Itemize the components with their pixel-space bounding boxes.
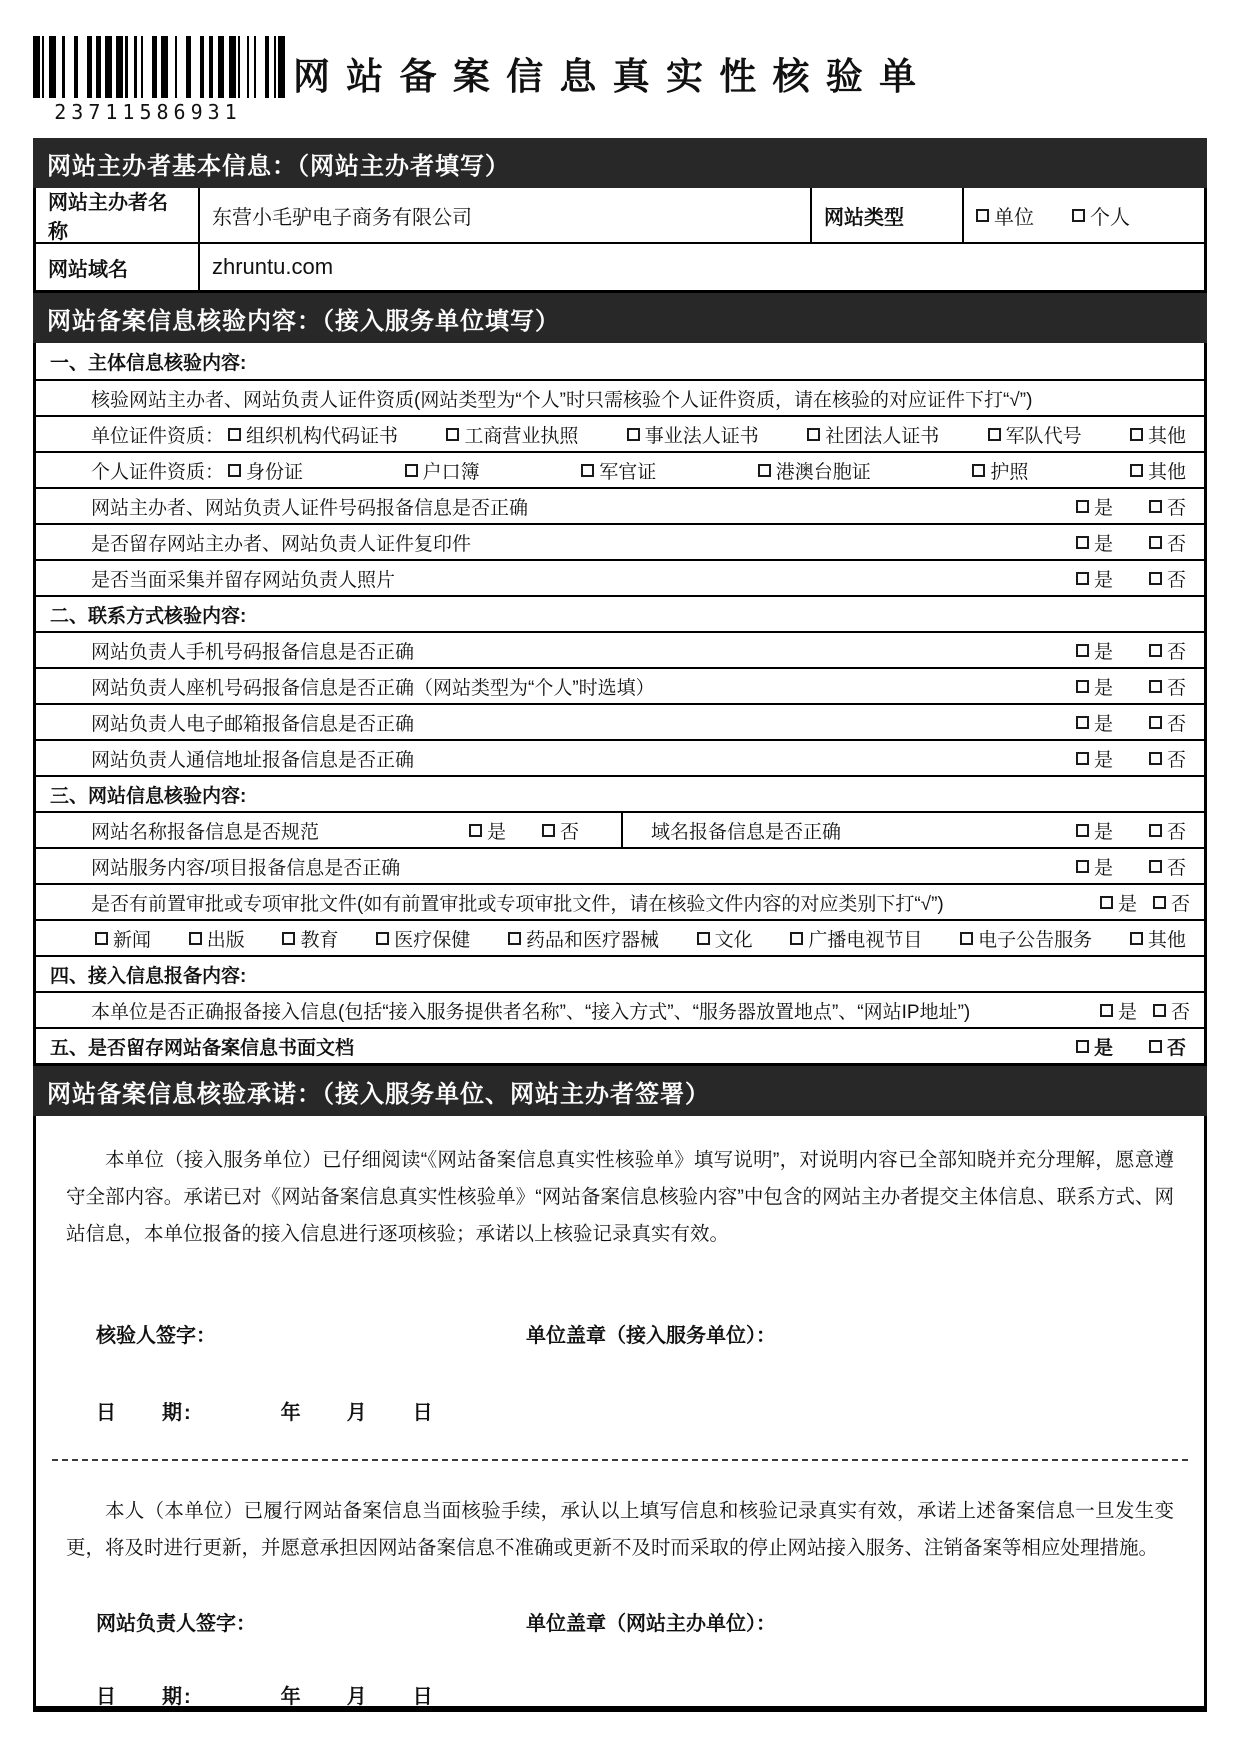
checkbox-户口簿[interactable] [405, 457, 480, 484]
checkbox-出版[interactable] [189, 925, 245, 952]
checkbox-label: 是 [1093, 1037, 1113, 1059]
checkbox-label: 是 [1117, 1001, 1137, 1023]
domain-value: zhruntu.com [198, 244, 1204, 290]
checkbox-label: 是 [1093, 677, 1113, 699]
checkbox-box-icon[interactable] [627, 428, 640, 441]
row-text: 核验网站主办者、网站负责人证件资质(网站类型为“个人”时只需核验个人证件资质，请在核验的对应证件下打“√”) [91, 389, 1033, 411]
table-row [36, 991, 1204, 1027]
checkbox-yes[interactable] [1076, 529, 1113, 556]
row-text: 网站负责人座机号码报备信息是否正确（网站类型为“个人”时选填） [91, 677, 655, 699]
checkbox-label: 否 [1166, 1037, 1186, 1059]
checkbox-label: 是 [1093, 749, 1113, 771]
signature-row-verifier [66, 1319, 1174, 1348]
table-row [36, 595, 1204, 631]
checkbox-no[interactable] [1149, 709, 1186, 736]
barcode-gap [65, 36, 74, 98]
organizer-name-label: 网站主办者名称 [48, 192, 168, 243]
checkbox-label: 是 [1117, 893, 1137, 915]
checkbox-label: 否 [1170, 893, 1190, 915]
section-bar-verification-content: 网站备案信息核验内容：（接入服务单位填写） [33, 293, 1207, 343]
table-row [36, 847, 1204, 883]
checkbox-yes[interactable] [1100, 889, 1137, 916]
checkbox-box-icon[interactable] [697, 932, 710, 945]
date-row-site-manager[interactable]: 日 期: 年 月 日 [96, 1686, 435, 1708]
table-row-organizer-name [36, 188, 1204, 242]
barcode-bar [161, 36, 168, 98]
checkbox-label: 医疗保健 [394, 929, 471, 951]
checkbox-label: 否 [1166, 533, 1186, 555]
barcode-bar [278, 36, 285, 98]
page-title: 网站备案信息真实性核验单 [293, 56, 933, 97]
table-row [36, 775, 1204, 811]
barcode-bar [33, 36, 40, 98]
checkbox-新闻[interactable] [95, 925, 151, 952]
yes-no-checkboxes [1100, 889, 1204, 916]
row-text: 网站名称报备信息是否规范 [91, 821, 320, 843]
row-text: 网站负责人手机号码报备信息是否正确 [91, 641, 415, 663]
checkbox-label: 社团法人证书 [825, 425, 940, 447]
checkbox-box-icon[interactable] [1076, 716, 1089, 729]
row-text: 网站负责人电子邮箱报备信息是否正确 [91, 713, 415, 735]
checkbox-box-icon[interactable] [1149, 500, 1162, 513]
checkbox-label: 否 [1170, 1001, 1190, 1023]
checkbox-no[interactable] [1153, 997, 1190, 1024]
checkbox-label: 是 [1093, 857, 1113, 879]
checkbox-no[interactable] [1149, 565, 1186, 592]
site-type-options [962, 188, 1204, 242]
section-bar-organizer-info: 网站主办者基本信息：（网站主办者填写） [33, 138, 1207, 188]
table-row [36, 415, 1204, 451]
checkbox-box-icon[interactable] [1076, 824, 1089, 837]
checkbox-label: 否 [1166, 641, 1186, 663]
checkbox-军队代号[interactable] [988, 421, 1082, 448]
checkbox-box-icon[interactable] [95, 932, 108, 945]
checkbox-label: 否 [1166, 821, 1186, 843]
row-text: 是否当面采集并留存网站负责人照片 [91, 569, 396, 591]
options-group [91, 925, 1204, 952]
checkbox-教育[interactable] [282, 925, 338, 952]
checkbox-label: 出版 [206, 929, 245, 951]
checkbox-药品和医疗器械[interactable] [508, 925, 659, 952]
checkbox-box-icon[interactable] [988, 428, 1001, 441]
checkbox-box-icon[interactable] [581, 464, 594, 477]
checkbox-box-icon[interactable] [1149, 536, 1162, 549]
checkbox-box-icon[interactable] [807, 428, 820, 441]
checkbox-yes[interactable] [1076, 745, 1113, 772]
checkbox-yes[interactable] [1100, 997, 1137, 1024]
promise-box [33, 1116, 1207, 1712]
checkbox-box-icon[interactable] [376, 932, 389, 945]
checkbox-label: 组织机构代码证书 [246, 425, 399, 447]
table-row [36, 559, 1204, 595]
checkbox-label: 护照 [990, 461, 1029, 483]
checkbox-广播电视节目[interactable] [790, 925, 922, 952]
checkbox-box-icon[interactable] [1130, 464, 1143, 477]
checkbox-box-icon[interactable] [228, 428, 241, 441]
checkbox-工商营业执照[interactable] [446, 421, 578, 448]
checkbox-yes[interactable] [1076, 1033, 1113, 1060]
table-row [36, 703, 1204, 739]
row-text: 三、网站信息核验内容: [50, 785, 247, 807]
table-row [36, 487, 1204, 523]
checkbox-box-icon[interactable] [508, 932, 521, 945]
checkbox-label: 是 [486, 821, 506, 843]
checkbox-yes[interactable] [1076, 817, 1113, 844]
checkbox-box-icon[interactable] [1149, 824, 1162, 837]
checkbox-label: 文化 [714, 929, 753, 951]
yes-no-checkboxes [1076, 673, 1204, 700]
barcode-gap [177, 36, 186, 98]
checkbox-box-icon[interactable] [1130, 932, 1143, 945]
split-cell-left [36, 813, 623, 847]
checkbox-no[interactable] [1149, 817, 1186, 844]
row-text: 网站服务内容/项目报备信息是否正确 [91, 857, 401, 879]
checkbox-box-icon[interactable] [1153, 1004, 1166, 1017]
checkbox-box-icon[interactable] [1149, 752, 1162, 765]
yes-no-checkboxes [1076, 565, 1204, 592]
checkbox-label: 电子公告服务 [978, 929, 1093, 951]
checkbox-label: 否 [1166, 713, 1186, 735]
checkbox-box-icon[interactable] [1149, 572, 1162, 585]
checkbox-label: 身份证 [246, 461, 304, 483]
table-row [36, 667, 1204, 703]
row-text: 二、联系方式核验内容: [50, 605, 247, 627]
checkbox-社团法人证书[interactable] [807, 421, 939, 448]
yes-no-checkboxes [1076, 1033, 1204, 1060]
site-manager-signature-label[interactable]: 网站负责人签字： [96, 1613, 256, 1635]
checkbox-box-icon[interactable] [282, 932, 295, 945]
checkbox-box-icon[interactable] [1100, 896, 1113, 909]
checkbox-文化[interactable] [697, 925, 753, 952]
yes-no-checkboxes [1076, 709, 1204, 736]
checkbox-yes[interactable] [1076, 637, 1113, 664]
checkbox-box-icon[interactable] [469, 824, 482, 837]
organizer-info-table [33, 188, 1207, 293]
checkbox-label: 其他 [1147, 929, 1186, 951]
checkbox-label: 军队代号 [1005, 425, 1082, 447]
options-group-label: 单位证件资质： [91, 425, 225, 447]
checkbox-label: 港澳台胞证 [775, 461, 871, 483]
table-row [36, 379, 1204, 415]
checkbox-no[interactable] [1149, 1033, 1186, 1060]
barcode-gap [191, 36, 200, 98]
checkbox-box-icon[interactable] [976, 209, 989, 222]
checkbox-no[interactable] [542, 817, 579, 844]
checkbox-box-icon[interactable] [1149, 716, 1162, 729]
checkbox-事业法人证书[interactable] [627, 421, 759, 448]
checkbox-box-icon[interactable] [1076, 860, 1089, 873]
checkbox-label: 军官证 [599, 461, 657, 483]
yes-no-checkboxes [1076, 493, 1204, 520]
checkbox-no[interactable] [1149, 745, 1186, 772]
promise-paragraph-organizer: 本人（本单位）已履行网站备案信息当面核验手续，承认以上填写信息和核验记录真实有效，承诺上述备案信息一旦发生变更，将及时进行更新，并愿意承担因网站备案信息不准确或更新不及时而采取的停止网站接入服务、注销备案等相应处理措施。 [66, 1500, 1174, 1559]
checkbox-其他[interactable] [1130, 421, 1186, 448]
row-text: 是否留存网站主办者、网站负责人证件复印件 [91, 533, 472, 555]
table-row [36, 631, 1204, 667]
checkbox-单位[interactable] [976, 201, 1034, 230]
checkbox-身份证[interactable] [228, 457, 303, 484]
checkbox-yes[interactable] [1076, 493, 1113, 520]
table-row [36, 955, 1204, 991]
checkbox-no[interactable] [1149, 853, 1186, 880]
checkbox-box-icon[interactable] [446, 428, 459, 441]
table-row [36, 1027, 1204, 1063]
barcode-gap [56, 36, 63, 98]
barcode-gap [168, 36, 175, 98]
table-row [36, 919, 1204, 955]
checkbox-box-icon[interactable] [1072, 209, 1085, 222]
checkbox-box-icon[interactable] [1076, 572, 1089, 585]
checkbox-label: 个人 [1090, 206, 1130, 229]
checkbox-yes[interactable] [469, 817, 506, 844]
barcode-number: 23711586931 [54, 100, 242, 124]
dashed-divider [52, 1459, 1188, 1461]
barcode-block [33, 28, 285, 124]
checkbox-label: 否 [1166, 497, 1186, 519]
checkbox-label: 否 [1166, 677, 1186, 699]
checkbox-label: 其他 [1147, 425, 1186, 447]
checkbox-box-icon[interactable] [790, 932, 803, 945]
checkbox-个人[interactable] [1072, 201, 1130, 230]
checkbox-box-icon[interactable] [542, 824, 555, 837]
checkbox-box-icon[interactable] [1149, 680, 1162, 693]
checkbox-label: 否 [559, 821, 579, 843]
organizer-seal-label[interactable]: 单位盖章（网站主办单位）： [526, 1613, 776, 1635]
row-text: 网站负责人通信地址报备信息是否正确 [91, 749, 415, 771]
barcode-bar [49, 36, 56, 98]
verification-rows [33, 343, 1207, 1066]
yes-no-checkboxes [1100, 997, 1204, 1024]
yes-no-checkboxes [1076, 817, 1204, 844]
checkbox-no[interactable] [1149, 529, 1186, 556]
form-header [33, 28, 1207, 124]
row-text: 本单位是否正确报备接入信息(包括“接入服务提供者名称”、“接入方式”、“服务器放置地点”、“网站IP地址”) [91, 1001, 971, 1023]
checkbox-label: 是 [1093, 569, 1113, 591]
organizer-name-value: 东营小毛驴电子商务有限公司 [198, 188, 810, 242]
checkbox-label: 工商营业执照 [464, 425, 579, 447]
checkbox-box-icon[interactable] [1100, 1004, 1113, 1017]
isp-seal-label[interactable]: 单位盖章（接入服务单位）： [526, 1325, 776, 1347]
row-text: 域名报备信息是否正确 [651, 821, 842, 843]
barcode-bar [218, 36, 225, 98]
row-text: 四、接入信息报备内容: [50, 965, 247, 987]
checkbox-box-icon[interactable] [1076, 1040, 1089, 1053]
barcode-gap [240, 36, 247, 98]
checkbox-label: 否 [1166, 569, 1186, 591]
checkbox-label: 否 [1166, 749, 1186, 771]
table-row-domain [36, 242, 1204, 290]
checkbox-box-icon[interactable] [960, 932, 973, 945]
checkbox-box-icon[interactable] [1130, 428, 1143, 441]
checkbox-box-icon[interactable] [1076, 644, 1089, 657]
table-row [36, 739, 1204, 775]
checkbox-label: 是 [1093, 821, 1113, 843]
checkbox-港澳台胞证[interactable] [758, 457, 871, 484]
promise-paragraph-isp: 本单位（接入服务单位）已仔细阅读“《网站备案信息真实性核验单》填写说明”，对说明内容已全部知晓并充分理解，愿意遵守全部内容。承诺已对《网站备案信息真实性核验单》“网站备案信息核验内容”中包含的网站主办者提交主体信息、联系方式、网站信息，本单位报备的接入信息进行逐项核验；承诺以上核验记录真实有效。 [66, 1149, 1174, 1245]
checkbox-box-icon[interactable] [1076, 500, 1089, 513]
barcode-bar [105, 36, 112, 98]
barcode-gap [256, 36, 265, 98]
checkbox-其他[interactable] [1130, 925, 1186, 952]
checkbox-label: 事业法人证书 [644, 425, 759, 447]
checkbox-box-icon[interactable] [972, 464, 985, 477]
yes-no-checkboxes [1076, 853, 1204, 880]
checkbox-医疗保健[interactable] [376, 925, 470, 952]
yes-no-checkboxes [1076, 637, 1204, 664]
split-cell-right [623, 813, 1204, 847]
checkbox-box-icon[interactable] [1076, 680, 1089, 693]
checkbox-护照[interactable] [972, 457, 1028, 484]
site-type-label: 网站类型 [810, 188, 962, 242]
checkbox-电子公告服务[interactable] [960, 925, 1092, 952]
checkbox-box-icon[interactable] [228, 464, 241, 477]
checkbox-yes[interactable] [1076, 709, 1113, 736]
checkbox-军官证[interactable] [581, 457, 656, 484]
checkbox-yes[interactable] [1076, 673, 1113, 700]
table-row [36, 451, 1204, 487]
yes-no-checkboxes [469, 817, 621, 844]
row-text: 一、主体信息核验内容: [50, 352, 247, 374]
checkbox-label: 是 [1093, 713, 1113, 735]
barcode-gap [128, 36, 135, 98]
checkbox-label: 新闻 [113, 929, 152, 951]
barcode-bar [229, 36, 236, 98]
checkbox-label: 否 [1166, 857, 1186, 879]
checkbox-no[interactable] [1149, 637, 1186, 664]
checkbox-box-icon[interactable] [1149, 860, 1162, 873]
checkbox-box-icon[interactable] [1076, 536, 1089, 549]
table-row [36, 523, 1204, 559]
barcode [33, 36, 285, 98]
checkbox-label: 教育 [300, 929, 339, 951]
checkbox-其他[interactable] [1130, 457, 1186, 484]
checkbox-label: 其他 [1147, 461, 1186, 483]
barcode-gap [78, 36, 87, 98]
checkbox-box-icon[interactable] [1153, 896, 1166, 909]
checkbox-no[interactable] [1153, 889, 1190, 916]
checkbox-box-icon[interactable] [189, 932, 202, 945]
row-text: 网站主办者、网站负责人证件号码报备信息是否正确 [91, 497, 529, 519]
checkbox-yes[interactable] [1076, 565, 1113, 592]
yes-no-checkboxes [1076, 745, 1204, 772]
checkbox-label: 药品和医疗器械 [525, 929, 659, 951]
date-row-verifier[interactable]: 日 期: 年 月 日 [96, 1402, 435, 1424]
checkbox-label: 是 [1093, 641, 1113, 663]
checkbox-box-icon[interactable] [1149, 644, 1162, 657]
checkbox-组织机构代码证书[interactable] [228, 421, 398, 448]
barcode-bar [116, 36, 123, 98]
section-bar-promise: 网站备案信息核验承诺：（接入服务单位、网站主办者签署） [33, 1066, 1207, 1116]
options-group-label: 个人证件资质： [91, 461, 225, 483]
checkbox-label: 是 [1093, 533, 1113, 555]
verifier-signature-label[interactable]: 核验人签字： [96, 1325, 216, 1347]
options-group [224, 421, 1204, 448]
checkbox-label: 单位 [994, 206, 1034, 229]
checkbox-no[interactable] [1149, 673, 1186, 700]
signature-row-site-manager [66, 1607, 1174, 1636]
checkbox-box-icon[interactable] [758, 464, 771, 477]
checkbox-yes[interactable] [1076, 853, 1113, 880]
table-row [36, 883, 1204, 919]
options-group [224, 457, 1204, 484]
table-row [36, 811, 1204, 847]
checkbox-label: 户口簿 [422, 461, 480, 483]
checkbox-box-icon[interactable] [405, 464, 418, 477]
row-text: 是否有前置审批或专项审批文件(如有前置审批或专项审批文件，请在核验文件内容的对应类别下打“√”) [91, 893, 944, 915]
checkbox-label: 广播电视节目 [808, 929, 923, 951]
yes-no-checkboxes [1076, 529, 1204, 556]
checkbox-label: 是 [1093, 497, 1113, 519]
barcode-gap [143, 36, 152, 98]
domain-label: 网站域名 [48, 258, 128, 281]
table-row [36, 343, 1204, 379]
row-text: 五、是否留存网站备案信息书面文档 [50, 1037, 355, 1059]
checkbox-box-icon[interactable] [1149, 1040, 1162, 1053]
checkbox-box-icon[interactable] [1076, 752, 1089, 765]
checkbox-no[interactable] [1149, 493, 1186, 520]
